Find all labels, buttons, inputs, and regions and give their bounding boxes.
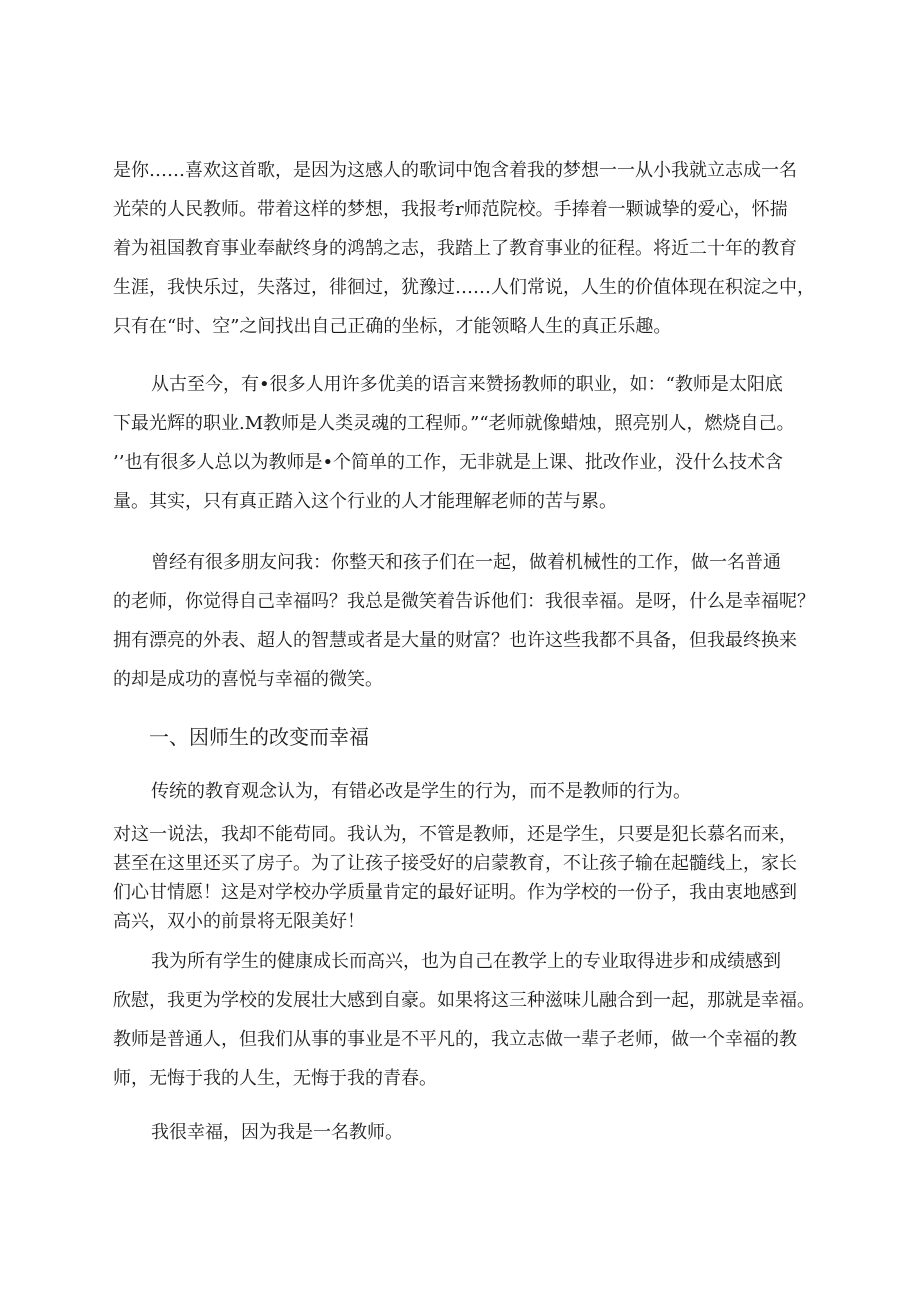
paragraph-3 — [113, 543, 815, 699]
paragraph-line: 师，无悔于我的人生，无悔于我的青春。 — [113, 1068, 437, 1089]
paragraph-1 — [113, 151, 815, 346]
paragraph-line: 我为所有学生的健康成长而高兴，也为自己在教学上的专业取得进步和成绩感到 — [151, 951, 781, 972]
paragraph-line: 光荣的人民教师。带着这样的梦想，我报考r师范院校。手捧着一颗诚挚的爱心，怀揣 — [113, 199, 788, 220]
paragraph-line: 是你……喜欢这首歌，是因为这感人的歌词中饱含着我的梦想一一从小我就立志成一名 — [113, 160, 797, 181]
paragraph-line: 我很幸福，因为我是一名教师。 — [151, 1122, 403, 1143]
section-heading: 一、因师生的改变而幸福 — [149, 725, 369, 749]
paragraph-line: 传统的教育观念认为，有错必改是学生的行为，而不是教师的行为。 — [151, 781, 691, 802]
paragraph-5 — [113, 820, 815, 936]
paragraph-line: 欣慰，我更为学校的发展壮大感到自豪。如果将这三种滋味儿融合到一起，那就是幸福。 — [113, 990, 815, 1011]
paragraph-line: 的老师，你觉得自己幸福吗？我总是微笑着告诉他们：我很幸福。是呀，什么是幸福呢？ — [113, 591, 815, 612]
paragraph-2 — [113, 365, 815, 521]
paragraph-6 — [113, 942, 815, 1098]
paragraph-line: ’’也有很多人总以为教师是•个简单的工作，无非就是上课、批改作业，没什么技术含 — [113, 452, 784, 473]
paragraph-line: 生涯，我快乐过，失落过，徘徊过，犹豫过……人们常说，人生的价值体现在积淀之中， — [113, 277, 815, 298]
paragraph-line: 下最光辉的职业.M教师是人类灵魂的工程师。”“老师就像蜡烛，照亮别人，燃烧自己。 — [113, 413, 795, 434]
paragraph-line: 曾经有很多朋友问我：你整天和孩子们在一起，做着机械性的工作，做一名普通 — [151, 552, 781, 573]
paragraph-line: 高兴，双小的前景将无限美好！ — [113, 911, 365, 932]
paragraph-line: 量。其实，只有真正踏入这个行业的人才能理解老师的苦与累。 — [113, 491, 617, 512]
paragraph-line: 着为祖国教育事业奉献终身的鸿鹄之志，我踏上了教育事业的征程。将近二十年的教育 — [113, 238, 797, 259]
paragraph-line: 拥有漂亮的外表、超人的智慧或者是大量的财富？也许这些我都不具备，但我最终换来 — [113, 630, 797, 651]
paragraph-line: 从古至今，有•很多人用许多优美的语言来赞扬教师的职业，如：“教师是太阳底 — [151, 374, 783, 395]
paragraph-4 — [113, 772, 815, 811]
paragraph-7 — [113, 1113, 815, 1152]
paragraph-line: 对这一说法，我却不能苟同。我认为，不管是教师，还是学生，只要是犯长慕名而来， — [113, 824, 797, 845]
paragraph-line: 教师是普通人，但我们从事的事业是不平凡的，我立志做一辈子老师，做一个幸福的教 — [113, 1029, 797, 1050]
paragraph-line: 只有在“时、空”之间找出自己正确的坐标，才能领略人生的真正乐趣。 — [113, 316, 672, 337]
paragraph-line: 们心甘情愿！这是对学校办学质量肯定的最好证明。作为学校的一份子，我由衷地感到 — [113, 882, 797, 903]
paragraph-line: 甚至在这里还买了房子。为了让孩子接受好的启蒙教育，不让孩子输在起髓线上，家长 — [113, 853, 797, 874]
paragraph-line: 的却是成功的喜悦与幸福的微笑。 — [113, 669, 383, 690]
